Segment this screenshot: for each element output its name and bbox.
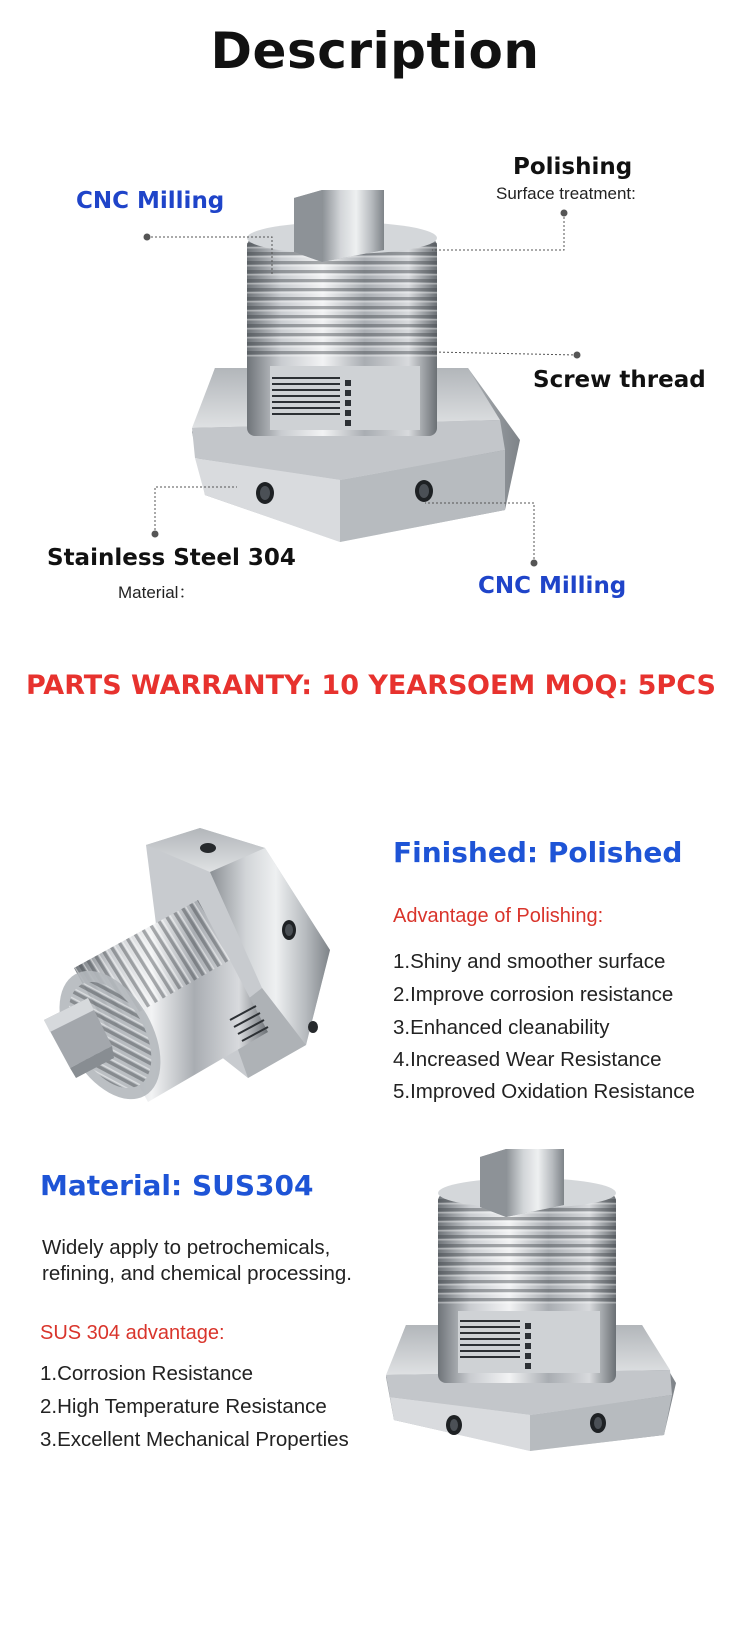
cnc-milling-top-label: CNC Milling (76, 188, 225, 214)
material-label: Stainless Steel 304 (47, 545, 296, 571)
material-subheading: SUS 304 advantage: (40, 1322, 225, 1344)
material-description-line2: refining, and chemical processing. (42, 1262, 352, 1285)
finished-list-item: 1.Shiny and smoother surface (393, 950, 666, 973)
polishing-label: Polishing (513, 154, 633, 180)
finished-list-item: 2.Improve corrosion resistance (393, 983, 674, 1006)
finished-heading: Finished: Polished (393, 836, 683, 869)
side-product-image (30, 820, 360, 1120)
material-list-item: 2.High Temperature Resistance (40, 1395, 327, 1418)
bottom-product-image (380, 1145, 680, 1455)
page-title: Description (210, 22, 540, 80)
top-product-image (0, 0, 750, 640)
material-list-item: 3.Excellent Mechanical Properties (40, 1428, 349, 1451)
finished-list-item: 3.Enhanced cleanability (393, 1016, 610, 1039)
finished-list-item: 4.Increased Wear Resistance (393, 1048, 662, 1071)
screw-thread-label: Screw thread (533, 367, 706, 393)
moq-banner: OEM MOQ: 5PCS (467, 670, 716, 701)
material-heading: Material: SUS304 (40, 1169, 314, 1202)
finished-list-item: 5.Improved Oxidation Resistance (393, 1080, 695, 1103)
polishing-sublabel: Surface treatment: (496, 184, 636, 203)
material-description-line1: Widely apply to petrochemicals, (42, 1236, 331, 1259)
material-sublabel: Material： (118, 583, 196, 602)
warranty-banner: PARTS WARRANTY: 10 YEARS (26, 670, 468, 701)
finished-subheading: Advantage of Polishing: (393, 905, 604, 927)
cnc-milling-bottom-label: CNC Milling (478, 573, 627, 599)
material-list-item: 1.Corrosion Resistance (40, 1362, 254, 1385)
